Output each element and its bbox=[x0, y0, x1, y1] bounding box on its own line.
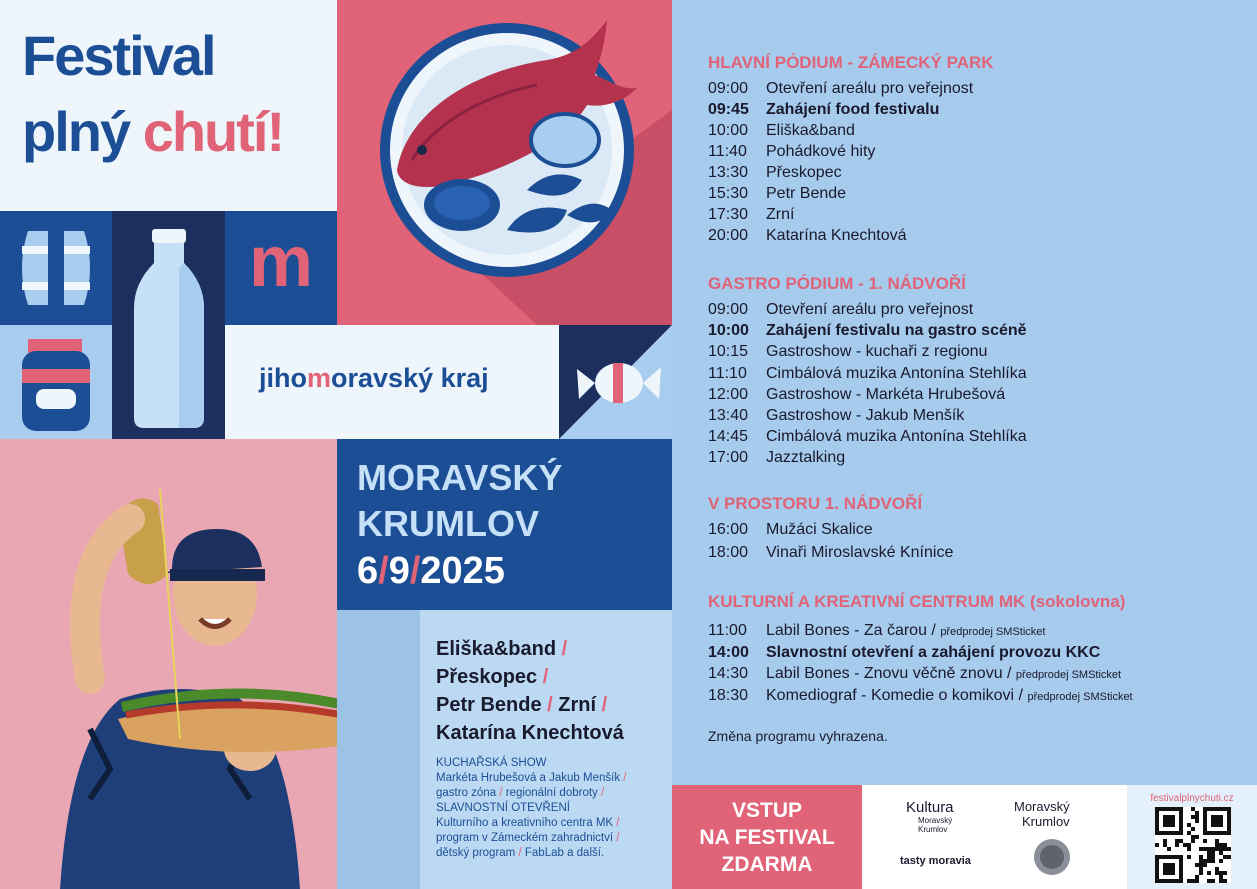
program-event: Zrní bbox=[766, 206, 795, 223]
program-time: 14:30 bbox=[708, 665, 749, 682]
fish-plate-icon bbox=[337, 0, 672, 325]
program-row bbox=[708, 227, 907, 245]
free-entry-banner: VSTUP NA FESTIVAL ZDARMA bbox=[672, 785, 862, 889]
program-event: Labil Bones - Za čarou / bbox=[766, 622, 941, 639]
program-row bbox=[708, 521, 873, 539]
program-note: Změna programu vyhrazena. bbox=[708, 728, 888, 744]
program-event: Přeskopec bbox=[766, 164, 842, 181]
festival-title-line1: Festival bbox=[22, 24, 215, 87]
program-time: 10:00 bbox=[708, 322, 749, 340]
program-time: 11:00 bbox=[708, 622, 747, 639]
festival-date: 6/9/2025 bbox=[357, 550, 505, 592]
program-row bbox=[708, 301, 973, 319]
program-event: Gastroshow - Jakub Menšík bbox=[766, 407, 965, 424]
program-row bbox=[708, 665, 1121, 683]
chef-photo bbox=[0, 439, 337, 889]
program-time: 18:30 bbox=[708, 686, 749, 704]
jam-jar-icon bbox=[0, 325, 112, 439]
program-time: 14:45 bbox=[708, 428, 749, 446]
jihomoravsky-kraj-logo: jihomoravský kraj bbox=[225, 325, 559, 439]
festival-url[interactable]: festivalplnychuti.cz bbox=[1150, 793, 1234, 804]
program-time: 18:00 bbox=[708, 543, 749, 561]
partner-logos bbox=[862, 785, 1127, 889]
program-row bbox=[708, 386, 1005, 404]
moravsky-krumlov-logo: Moravský Krumlov bbox=[1014, 799, 1070, 829]
program-row bbox=[708, 449, 845, 467]
program-time: 20:00 bbox=[708, 227, 749, 244]
program-event: Labil Bones - Znovu věčně znovu / bbox=[766, 665, 1016, 682]
program-row bbox=[708, 80, 973, 98]
program-row bbox=[708, 164, 842, 182]
program-event: Zahájení festivalu na gastro scéně bbox=[766, 322, 1027, 340]
program-event: Cimbálová muzika Antonína Stehlíka bbox=[766, 364, 1027, 382]
presale-note: předprodej SMSticket bbox=[1015, 669, 1122, 681]
program-time: 09:45 bbox=[708, 101, 749, 118]
program-row bbox=[708, 322, 1027, 340]
chef-with-hotdog-image bbox=[0, 439, 337, 889]
program-time: 09:00 bbox=[708, 301, 749, 318]
program-event: Slavnostní otevření a zahájení provozu KKC bbox=[766, 643, 1101, 661]
program-event: Gastroshow - Markéta Hrubešová bbox=[766, 385, 1006, 403]
program-row bbox=[708, 122, 855, 140]
festival-title-panel bbox=[0, 0, 337, 211]
program-event: Gastroshow - kuchaři z regionu bbox=[766, 343, 988, 361]
program-event: Komediograf - Komedie o komikovi / bbox=[766, 686, 1028, 704]
program-time: 12:00 bbox=[708, 385, 749, 403]
section-title-main-stage: HLAVNÍ PÓDIUM - ZÁMECKÝ PARK bbox=[708, 53, 994, 72]
program-event: Mužáci Skalice bbox=[766, 521, 873, 538]
program-time: 17:30 bbox=[708, 206, 749, 223]
program-event: Otevření areálu pro veřejnost bbox=[766, 301, 974, 318]
program-row bbox=[708, 407, 964, 425]
program-event: Jazztalking bbox=[766, 449, 846, 467]
qr-panel bbox=[1127, 785, 1257, 889]
badge-icon bbox=[1032, 835, 1072, 879]
program-event: Katarína Knechtová bbox=[766, 227, 907, 244]
candy-tile bbox=[559, 325, 672, 439]
program-time: 09:00 bbox=[708, 80, 749, 97]
presale-note: předprodej SMSticket bbox=[1027, 690, 1133, 703]
program-time: 16:00 bbox=[708, 521, 749, 538]
barrel-icon bbox=[0, 211, 112, 325]
place-line2: KRUMLOV bbox=[357, 503, 539, 544]
program-time: 10:00 bbox=[708, 122, 749, 139]
lineup-line4: Katarína Knechtová bbox=[436, 722, 624, 744]
milk-bottle-icon bbox=[112, 211, 225, 439]
lineup-line1: Eliška&band / bbox=[436, 638, 568, 660]
program-row bbox=[708, 622, 1045, 640]
program-row bbox=[708, 101, 939, 119]
tasty-moravia-logo: tasty moravia bbox=[900, 855, 971, 867]
program-time: 11:40 bbox=[708, 143, 747, 160]
program-event: Zahájení food festivalu bbox=[766, 101, 940, 118]
m-letter: m bbox=[248, 222, 314, 302]
kultura-logo: Kultura Moravský Krumlov bbox=[906, 799, 954, 834]
section-title-gastro-stage: GASTRO PÓDIUM - 1. NÁDVOŘÍ bbox=[708, 274, 966, 293]
milk-bottle-tile bbox=[112, 211, 225, 439]
candy-icon bbox=[559, 325, 672, 439]
lineup-line3: Petr Bende / Zrní / bbox=[436, 694, 608, 716]
program-event: Petr Bende bbox=[766, 185, 847, 202]
festival-title-line2: plný chutí! bbox=[22, 100, 284, 163]
lineup-line2: Přeskopec / bbox=[436, 666, 549, 688]
barrel-tile bbox=[0, 211, 112, 325]
place-date-panel bbox=[337, 439, 672, 610]
program-row bbox=[708, 365, 1027, 383]
program-time: 15:30 bbox=[708, 185, 749, 202]
section-title-kkc: KULTURNÍ A KREATIVNÍ CENTRUM MK (sokolovna) bbox=[708, 592, 1126, 611]
place-line1: MORAVSKÝ bbox=[357, 457, 563, 498]
program-time: 17:00 bbox=[708, 449, 749, 467]
program-event: Vinaři Miroslavské Knínice bbox=[766, 543, 954, 561]
program-event: Otevření areálu pro veřejnost bbox=[766, 80, 974, 97]
section-title-courtyard: V PROSTORU 1. NÁDVOŘÍ bbox=[708, 494, 923, 513]
program-row bbox=[708, 206, 794, 224]
lineup-panel bbox=[420, 610, 672, 889]
m-letter-tile bbox=[225, 211, 337, 325]
program-row bbox=[708, 687, 1133, 705]
program-event: Cimbálová muzika Antonína Stehlíka bbox=[766, 428, 1027, 446]
program-row bbox=[708, 428, 1027, 446]
qr-code-icon[interactable] bbox=[1155, 807, 1231, 883]
fish-plate-illustration bbox=[337, 0, 672, 325]
lineup-extra-info: KUCHAŘSKÁ SHOW Markéta Hrubešová a Jakub Menšík / gastro zóna / regionální dobroty / SLAVNOSTNÍ OTEVŘENÍ Kulturního a kreativního centra MK / program v Zámeckém zahradnictví / dětský program / FabLab a další. bbox=[436, 757, 627, 859]
program-time: 11:10 bbox=[708, 364, 747, 382]
program-time: 10:15 bbox=[708, 343, 749, 361]
program-event: Pohádkové hity bbox=[766, 143, 876, 160]
presale-note: předprodej SMSticket bbox=[940, 626, 1046, 638]
program-row bbox=[708, 185, 846, 203]
jar-tile bbox=[0, 325, 112, 439]
program-row bbox=[708, 143, 875, 161]
program-panel bbox=[672, 0, 1257, 785]
program-row bbox=[708, 343, 987, 361]
program-event: Eliška&band bbox=[766, 122, 855, 139]
program-time: 13:40 bbox=[708, 407, 749, 424]
program-time: 14:00 bbox=[708, 643, 749, 661]
program-row bbox=[708, 644, 1100, 662]
program-row bbox=[708, 544, 953, 562]
program-time: 13:30 bbox=[708, 164, 749, 181]
